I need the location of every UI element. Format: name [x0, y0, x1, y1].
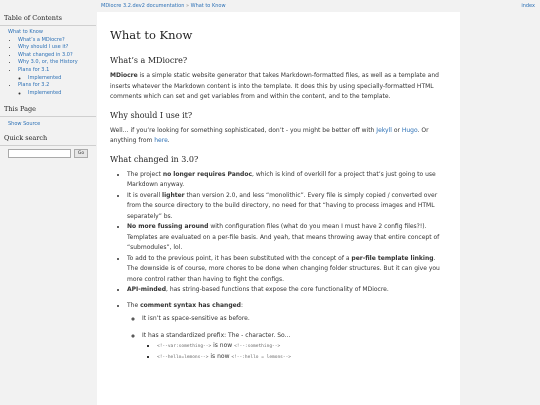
sidebar-divider — [0, 145, 96, 146]
breadcrumb — [101, 0, 226, 12]
jekyll-link[interactable]: Jekyll — [376, 126, 392, 134]
toc-link-plans-32[interactable]: Plans for 3.2 — [18, 82, 50, 89]
quick-search-form — [0, 149, 96, 158]
list-item: ◦ It has a standardized prefix: The - character. So… ▪ <!--var:something--> is now <!--:something--> ▪ <!--hello=lemons--> is now <!--:hello = lemons--> — [142, 331, 447, 364]
why-text: Well… if you’re looking for something sophisticated, don’t - you might be better off with — [110, 126, 377, 134]
list-item: • The project no longer requires Pandoc, which is kind of overkill for a project that’s just going to use Markdown anyway. — [127, 170, 447, 191]
section-heading-why-use: Why should I use it? — [110, 110, 193, 120]
why-text: or — [391, 126, 402, 134]
search-input[interactable] — [8, 149, 71, 158]
intro-text: is a simple static website generator that takes Markdown-formatted files, as well as a template and inserts whatever the Markdown content is into the template. It does this by using specially-formatted HTML comments which can set and get variables from and within the content, and to the template. — [110, 72, 439, 100]
syntax-examples — [142, 341, 447, 363]
show-source-link[interactable]: Show Source — [8, 121, 41, 128]
top-nav-bar — [0, 0, 540, 12]
section-heading-what-changed: What changed in 3.0? — [110, 154, 199, 164]
index-link[interactable]: index — [521, 3, 535, 9]
toc-list — [0, 29, 96, 97]
list-item: ▪ <!--hello=lemons--> is now <!--:hello = lemons--> — [157, 352, 447, 363]
main-content — [97, 12, 460, 405]
syntax-sublist — [127, 314, 447, 363]
page-title: What to Know — [110, 28, 193, 42]
list-item: • It is overall lighter than version 2.0, and less “monolithic”. Every file is simply copied / converted over from the source directory to the build directory, no need for that “having to process images and HTML separately” bs. — [127, 191, 447, 223]
hugo-link[interactable]: Hugo — [401, 126, 418, 134]
list-item: • API-minded, has string-based functions that expose the core functionality of MDiocre. — [127, 285, 447, 296]
mdiocre-name: MDiocre — [110, 72, 138, 79]
breadcrumb-separator: » — [184, 3, 191, 9]
code-old: <!--hello=lemons--> — [157, 355, 209, 360]
list-item: ▪ <!--var:something--> is now <!--:something--> — [157, 341, 447, 352]
toc-link-plans-31-implemented[interactable]: Implemented — [28, 74, 62, 81]
sidebar-divider — [0, 116, 96, 117]
here-link[interactable]: here — [154, 137, 168, 144]
search-go-button[interactable]: Go — [74, 149, 88, 158]
code-new: <!--:hello = lemons--> — [231, 355, 291, 360]
breadcrumb-current-link[interactable]: What to Know — [190, 3, 226, 9]
toc-link-why-use[interactable]: Why should I use it? — [18, 44, 69, 51]
sidebar-divider — [0, 25, 96, 26]
toc-link-what-changed[interactable]: What changed in 3.0? — [18, 51, 73, 58]
list-item: • The comment syntax has changed: ◦ It isn’t as space-sensitive as before. ◦ It has a standardized prefix: The - character. So… ▪ <!--var:something--> is now <!--:something--> ▪ <!--hello=lemons--> is now <!--:hello = lemons--> — [127, 301, 447, 364]
why-text: . — [167, 137, 170, 144]
code-old: <!--var:something--> — [157, 344, 212, 349]
list-item: ◦ It isn’t as space-sensitive as before. — [142, 314, 447, 325]
changes-list — [110, 170, 447, 364]
toc-link-history[interactable]: Why 3.0, or, the History — [18, 59, 78, 66]
why-text: . Or anything from — [110, 126, 429, 144]
list-item: • No more fussing around with configuration files (what do you mean I must have 2 config files?!). Templates are evaluated on a per-file basis. And yeah, that means throwing away that entire concept of “submodules”, lol. — [127, 222, 447, 254]
breadcrumb-docs-link[interactable]: MDiocre 3.2.dev2 documentation — [101, 3, 185, 9]
why-paragraph — [110, 126, 447, 147]
toc-link-plans-32-implemented[interactable]: Implemented — [28, 89, 62, 96]
sidebar — [0, 14, 96, 158]
code-new: <!--:something--> — [234, 344, 281, 349]
toc-link-plans-31[interactable]: Plans for 3.1 — [18, 66, 50, 73]
toc-link-what-to-know[interactable]: What to Know — [8, 29, 43, 35]
toc-heading: Table of Contents — [4, 14, 62, 22]
intro-paragraph — [110, 71, 447, 103]
quick-search-heading: Quick search — [4, 134, 48, 143]
section-heading-whats-mdiocre: What’s a MDiocre? — [110, 56, 188, 65]
this-page-heading: This Page — [4, 105, 36, 114]
list-item: • To add to the previous point, it has been substituted with the concept of a per-file template linking. The downside is of course, more chores to be done when changing folder structures. But it can give you more control rather than having to fight the configs. — [127, 254, 447, 286]
toc-item-root — [8, 29, 96, 97]
toc-link-whats-mdiocre[interactable]: What’s a MDiocre? — [18, 36, 65, 43]
